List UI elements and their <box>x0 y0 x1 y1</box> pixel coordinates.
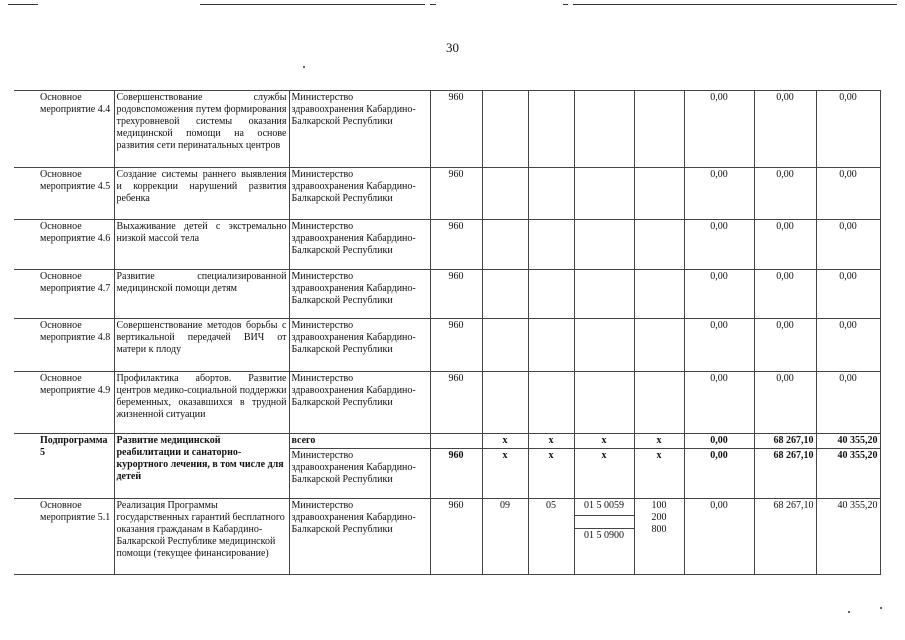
row-value-1: 0,00 <box>684 319 754 372</box>
row-executor: Министерство здравоохранения Кабардино-Балкарской Республики <box>289 499 430 575</box>
subprogram-total-label: всего <box>289 434 430 449</box>
csr-code-2: 01 5 0900 <box>575 528 634 545</box>
row-rz <box>482 319 528 372</box>
subprogram-total-pr: х <box>528 434 574 449</box>
row-value-3: 0,00 <box>816 270 880 319</box>
row-name: Развитие специализированной медицинской помощи детям <box>114 270 289 319</box>
row-csr <box>574 270 634 319</box>
table-row <box>14 270 880 319</box>
subprogram-total-grbs <box>430 434 482 449</box>
top-rule-3 <box>430 4 436 5</box>
row-rz <box>482 168 528 220</box>
subprogram-total-value-3: 40 355,20 <box>816 434 880 449</box>
row-vr <box>634 220 684 270</box>
row-csr <box>574 168 634 220</box>
table-row <box>14 372 880 434</box>
row-value-1: 0,00 <box>684 270 754 319</box>
top-rule-5 <box>573 4 897 5</box>
top-rule-1 <box>8 4 38 5</box>
subprogram-value-1: 0,00 <box>684 449 754 499</box>
row-grbs: 960 <box>430 168 482 220</box>
row-value-3: 0,00 <box>816 168 880 220</box>
row-value-2: 0,00 <box>754 319 816 372</box>
subprogram-vr: х <box>634 449 684 499</box>
row-rz <box>482 91 528 168</box>
row-grbs: 960 <box>430 220 482 270</box>
row-rz: 09 <box>482 499 528 575</box>
row-name: Выхаживание детей с экстремально низкой массой тела <box>114 220 289 270</box>
vr-code: 800 <box>651 524 667 535</box>
row-name: Совершенствование методов борьбы с вертикальной передачей ВИЧ от матери к плоду <box>114 319 289 372</box>
csr-code-1: 01 5 0059 <box>575 500 634 516</box>
subprogram-pr: х <box>528 449 574 499</box>
table-row <box>14 91 880 168</box>
row-value-2: 0,00 <box>754 91 816 168</box>
row-name: Создание системы раннего выявления и коррекции нарушений развития ребенка <box>114 168 289 220</box>
budget-table <box>14 90 881 575</box>
subprogram-total-csr: х <box>574 434 634 449</box>
row-grbs: 960 <box>430 270 482 319</box>
row-csr <box>574 91 634 168</box>
row-rz <box>482 372 528 434</box>
subprogram-grbs: 960 <box>430 449 482 499</box>
scan-speck <box>303 66 305 68</box>
row-grbs: 960 <box>430 372 482 434</box>
row-value-3: 0,00 <box>816 220 880 270</box>
row-name: Совершенствование службы родовспоможения путем формирования трехуровневой системы оказания медицинской помощи на основе развития сети перинатальных центров <box>114 91 289 168</box>
row-vr <box>634 270 684 319</box>
row-pr: 05 <box>528 499 574 575</box>
subprogram-total-value-2: 68 267,10 <box>754 434 816 449</box>
top-rule-4 <box>563 4 568 5</box>
subprogram-value-3: 40 355,20 <box>816 449 880 499</box>
row-vr <box>634 499 684 575</box>
subprogram-total-value-1: 0,00 <box>684 434 754 449</box>
subprogram-csr: х <box>574 449 634 499</box>
row-executor: Министерство здравоохранения Кабардино-Балкарской Республики <box>289 372 430 434</box>
subprogram-total-vr: х <box>634 434 684 449</box>
page-number: 30 <box>446 40 459 55</box>
row-value-2: 0,00 <box>754 270 816 319</box>
row-pr <box>528 372 574 434</box>
row-pr <box>528 91 574 168</box>
vr-code: 100 <box>651 500 667 511</box>
row-value-1: 0,00 <box>684 91 754 168</box>
subprogram-value-2: 68 267,10 <box>754 449 816 499</box>
row-label: Основное мероприятие 4.8 <box>14 319 114 372</box>
row-value-1: 0,00 <box>684 220 754 270</box>
row-pr <box>528 168 574 220</box>
row-grbs: 960 <box>430 319 482 372</box>
row-label: Основное мероприятие 4.5 <box>14 168 114 220</box>
row-value-1: 0,00 <box>684 499 754 575</box>
row-label: Основное мероприятие 4.9 <box>14 372 114 434</box>
table-row <box>14 220 880 270</box>
row-executor: Министерство здравоохранения Кабардино-Балкарской Республики <box>289 319 430 372</box>
top-rule-2 <box>200 4 425 5</box>
subprogram-name: Развитие медицинской реабилитации и санаторно-курортного лечения, в том числе для детей <box>114 434 289 499</box>
table-row <box>14 168 880 220</box>
row-rz <box>482 220 528 270</box>
row-csr <box>574 499 634 575</box>
vr-code: 200 <box>651 512 667 523</box>
row-value-3: 0,00 <box>816 372 880 434</box>
row-csr <box>574 319 634 372</box>
scan-speck <box>848 611 850 613</box>
subprogram-rz: х <box>482 449 528 499</box>
row-label: Основное мероприятие 5.1 <box>14 499 114 575</box>
row-label: Основное мероприятие 4.4 <box>14 91 114 168</box>
row-executor: Министерство здравоохранения Кабардино-Балкарской Республики <box>289 168 430 220</box>
row-value-2: 0,00 <box>754 168 816 220</box>
table-row <box>14 499 880 575</box>
row-value-1: 0,00 <box>684 372 754 434</box>
row-executor: Министерство здравоохранения Кабардино-Балкарской Республики <box>289 270 430 319</box>
row-value-1: 0,00 <box>684 168 754 220</box>
row-csr <box>574 372 634 434</box>
row-grbs: 960 <box>430 91 482 168</box>
row-label: Основное мероприятие 4.6 <box>14 220 114 270</box>
subprogram-total-row <box>14 434 880 449</box>
row-pr <box>528 270 574 319</box>
row-pr <box>528 220 574 270</box>
row-csr <box>574 220 634 270</box>
row-grbs: 960 <box>430 499 482 575</box>
row-value-2: 0,00 <box>754 220 816 270</box>
row-value-2: 68 267,10 <box>754 499 816 575</box>
table-row <box>14 319 880 372</box>
row-value-3: 40 355,20 <box>816 499 880 575</box>
row-value-3: 0,00 <box>816 91 880 168</box>
row-vr <box>634 372 684 434</box>
row-vr <box>634 91 684 168</box>
subprogram-total-rz: х <box>482 434 528 449</box>
row-name: Профилактика абортов. Развитие центров медико-социальной поддержки беременных, оказавшихся в трудной жизненной ситуации <box>114 372 289 434</box>
row-executor: Министерство здравоохранения Кабардино-Балкарской Республики <box>289 220 430 270</box>
row-name: Реализация Программы государственных гарантий бесплатного оказания гражданам в Кабардино-Балкарской Республике медицинской помощи (текущее финансирование) <box>114 499 289 575</box>
subprogram-label: Подпрограмма 5 <box>14 434 114 499</box>
row-vr <box>634 168 684 220</box>
row-value-3: 0,00 <box>816 319 880 372</box>
row-executor: Министерство здравоохранения Кабардино-Балкарской Республики <box>289 91 430 168</box>
row-vr <box>634 319 684 372</box>
row-rz <box>482 270 528 319</box>
row-pr <box>528 319 574 372</box>
subprogram-executor: Министерство здравоохранения Кабардино-Балкарской Республики <box>289 449 430 499</box>
row-label: Основное мероприятие 4.7 <box>14 270 114 319</box>
scan-speck <box>880 607 882 609</box>
row-value-2: 0,00 <box>754 372 816 434</box>
